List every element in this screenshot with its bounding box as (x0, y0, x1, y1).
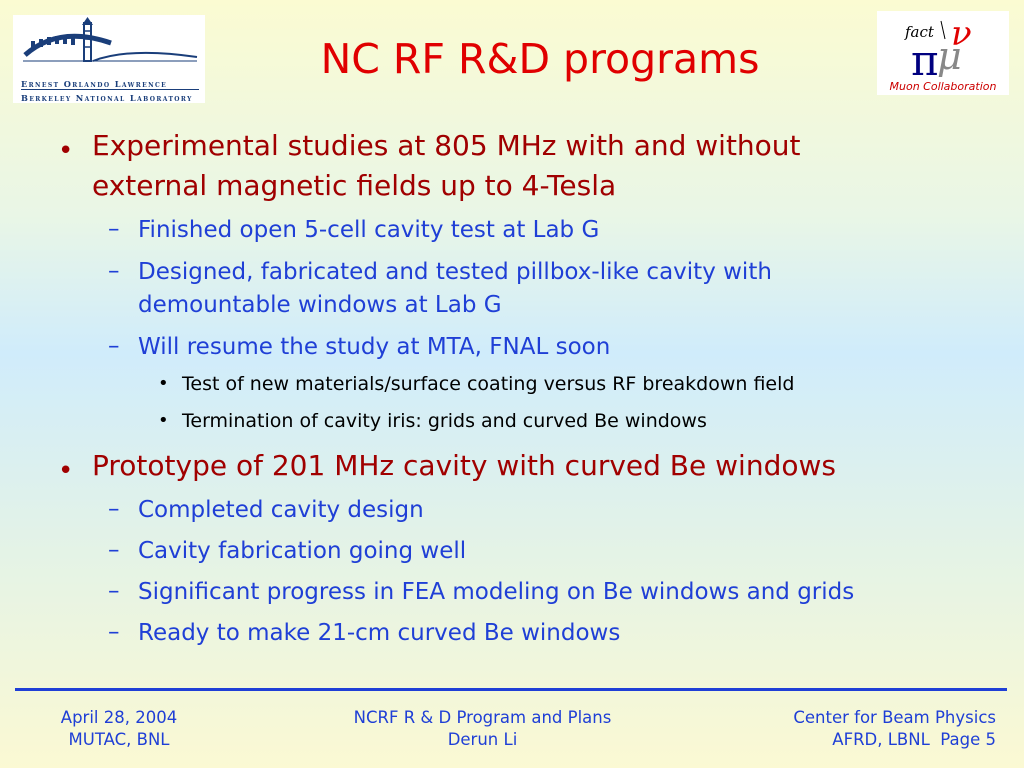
svg-text:μ: μ (937, 34, 962, 78)
footer-author: Derun Li (447, 730, 518, 749)
dash-marker: – (108, 578, 120, 604)
nu-factory-icon (877, 11, 1009, 79)
dash-marker: – (108, 619, 120, 645)
sub-1-2-line1: Designed, fabricated and tested pillbox-like cavity with (138, 259, 772, 285)
dash-marker: – (108, 333, 120, 359)
footer-right (680, 707, 996, 751)
small-bullet-marker: • (158, 373, 169, 394)
bullet-2-text: Prototype of 201 MHz cavity with curved Be windows (92, 449, 836, 482)
sub-2-3: Significant progress in FEA modeling on Be windows and grids (138, 579, 855, 605)
sub-1-3: Will resume the study at MTA, FNAL soon (138, 334, 611, 360)
sub-2-1: Completed cavity design (138, 497, 424, 523)
dash-marker: – (108, 537, 120, 563)
sub-2-4: Ready to make 21-cm curved Be windows (138, 620, 621, 646)
footer-divider (15, 688, 1007, 691)
footer-left (0, 707, 238, 751)
subsub-1-3-1: Test of new materials/surface coating versus RF breakdown field (182, 373, 795, 395)
footer-page-label: Page (940, 730, 981, 749)
sub-1-1: Finished open 5-cell cavity test at Lab G (138, 217, 600, 243)
sub-1-2-line2: demountable windows at Lab G (138, 292, 502, 318)
small-bullet-marker: • (158, 410, 169, 431)
svg-text:ν: ν (951, 14, 972, 54)
svg-text:π: π (911, 36, 939, 79)
footer-talk-title: NCRF R & D Program and Plans (353, 708, 612, 727)
footer-dept: AFRD, LBNL (832, 730, 930, 749)
sub-2-2: Cavity fabrication going well (138, 538, 467, 564)
footer-center (300, 707, 665, 751)
footer-venue: MUTAC, BNL (68, 730, 170, 749)
bullet-1-text (92, 126, 801, 206)
bullet-marker: • (58, 456, 74, 486)
lbnl-name-line1: Ernest Orlando Lawrence (21, 79, 168, 89)
footer-dept-page (680, 729, 996, 751)
muon-collaboration-logo (877, 11, 1009, 95)
dash-marker: – (108, 258, 120, 284)
dash-marker: – (108, 496, 120, 522)
logo-fact-text: fact (905, 23, 934, 41)
bullet-1-line1: Experimental studies at 805 MHz with and without (92, 129, 801, 162)
lbnl-building-icon (19, 17, 199, 75)
lbnl-name-line2: Berkeley National Laboratory (21, 93, 193, 103)
dash-marker: – (108, 216, 120, 242)
subsub-1-3-2: Termination of cavity iris: grids and curved Be windows (182, 410, 707, 432)
bullet-1-line2: external magnetic fields up to 4-Tesla (92, 169, 617, 202)
bullet-marker: • (58, 136, 74, 166)
sub-1-2 (138, 256, 772, 322)
lbnl-divider (21, 89, 199, 90)
lbnl-logo (13, 15, 205, 103)
logo-caption: Muon Collaboration (889, 80, 997, 93)
page-number: 5 (985, 730, 996, 749)
slide-title: NC RF R&D programs (320, 35, 760, 83)
footer-date: April 28, 2004 (60, 708, 178, 727)
footer-org: Center for Beam Physics (793, 708, 996, 727)
